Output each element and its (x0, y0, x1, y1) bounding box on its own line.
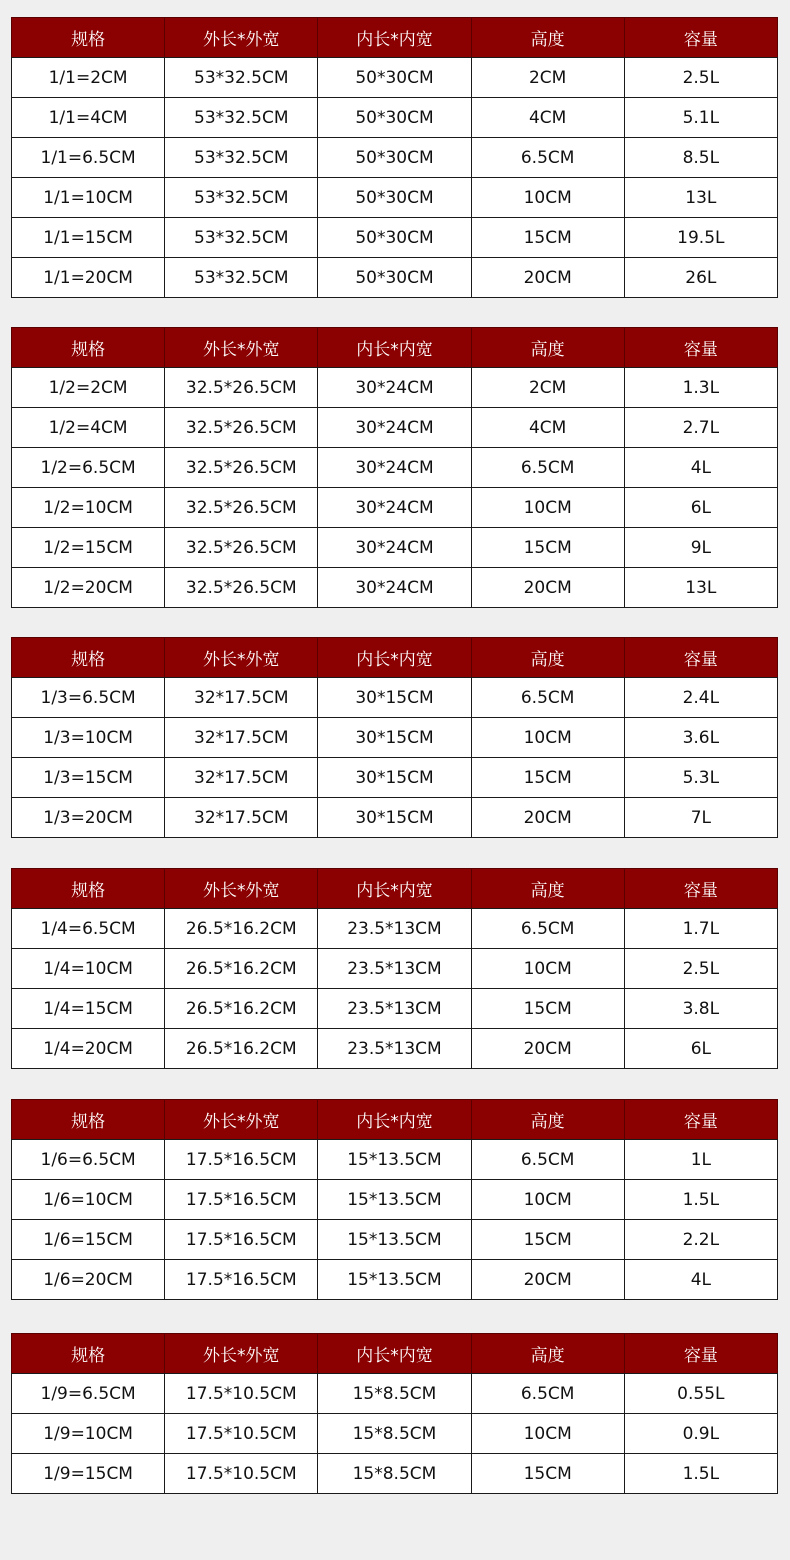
cell-inner-size: 30*24CM (318, 408, 471, 448)
cell-height: 6.5CM (471, 678, 624, 718)
cell-outer-size: 26.5*16.2CM (165, 909, 318, 949)
table-header (12, 1100, 778, 1140)
table-row (12, 989, 778, 1029)
cell-spec: 1/1=4CM (12, 98, 165, 138)
cell-inner-size: 15*13.5CM (318, 1220, 471, 1260)
cell-spec: 1/2=10CM (12, 488, 165, 528)
cell-spec: 1/1=6.5CM (12, 138, 165, 178)
cell-outer-size: 32.5*26.5CM (165, 488, 318, 528)
cell-inner-size: 23.5*13CM (318, 949, 471, 989)
cell-inner-size: 23.5*13CM (318, 989, 471, 1029)
header-capacity: 容量 (624, 1334, 777, 1374)
cell-spec: 1/6=20CM (12, 1260, 165, 1300)
table-header (12, 869, 778, 909)
table-row (12, 1414, 778, 1454)
cell-outer-size: 17.5*16.5CM (165, 1140, 318, 1180)
cell-height: 15CM (471, 1454, 624, 1494)
cell-height: 10CM (471, 718, 624, 758)
cell-inner-size: 50*30CM (318, 138, 471, 178)
cell-spec: 1/2=2CM (12, 368, 165, 408)
cell-spec: 1/3=6.5CM (12, 678, 165, 718)
cell-spec: 1/4=6.5CM (12, 909, 165, 949)
cell-height: 15CM (471, 989, 624, 1029)
cell-height: 6.5CM (471, 1140, 624, 1180)
header-capacity: 容量 (624, 869, 777, 909)
cell-spec: 1/9=15CM (12, 1454, 165, 1494)
table-row (12, 448, 778, 488)
cell-capacity: 7L (624, 798, 777, 838)
cell-capacity: 9L (624, 528, 777, 568)
cell-inner-size: 15*13.5CM (318, 1180, 471, 1220)
table-row (12, 1029, 778, 1069)
cell-inner-size: 30*15CM (318, 798, 471, 838)
cell-spec: 1/2=15CM (12, 528, 165, 568)
cell-spec: 1/4=20CM (12, 1029, 165, 1069)
cell-outer-size: 17.5*16.5CM (165, 1180, 318, 1220)
table-row (12, 758, 778, 798)
table-row (12, 678, 778, 718)
cell-height: 10CM (471, 178, 624, 218)
header-spec: 规格 (12, 18, 165, 58)
table-header (12, 638, 778, 678)
cell-inner-size: 23.5*13CM (318, 1029, 471, 1069)
header-spec: 规格 (12, 1100, 165, 1140)
cell-inner-size: 50*30CM (318, 98, 471, 138)
table-row (12, 138, 778, 178)
cell-height: 6.5CM (471, 1374, 624, 1414)
header-outer-size: 外长*外宽 (165, 1334, 318, 1374)
cell-spec: 1/4=15CM (12, 989, 165, 1029)
header-row (12, 869, 778, 909)
cell-spec: 1/2=20CM (12, 568, 165, 608)
table-row (12, 488, 778, 528)
cell-spec: 1/2=6.5CM (12, 448, 165, 488)
cell-inner-size: 30*24CM (318, 568, 471, 608)
cell-capacity: 3.6L (624, 718, 777, 758)
header-outer-size: 外长*外宽 (165, 869, 318, 909)
cell-outer-size: 53*32.5CM (165, 58, 318, 98)
cell-height: 2CM (471, 58, 624, 98)
table-row (12, 368, 778, 408)
cell-outer-size: 32*17.5CM (165, 758, 318, 798)
cell-spec: 1/2=4CM (12, 408, 165, 448)
cell-capacity: 2.5L (624, 949, 777, 989)
cell-height: 20CM (471, 568, 624, 608)
cell-spec: 1/3=10CM (12, 718, 165, 758)
cell-height: 20CM (471, 1029, 624, 1069)
cell-outer-size: 32.5*26.5CM (165, 408, 318, 448)
cell-outer-size: 32*17.5CM (165, 718, 318, 758)
cell-inner-size: 50*30CM (318, 258, 471, 298)
cell-inner-size: 30*15CM (318, 678, 471, 718)
cell-height: 4CM (471, 408, 624, 448)
cell-height: 4CM (471, 98, 624, 138)
cell-outer-size: 32.5*26.5CM (165, 568, 318, 608)
cell-inner-size: 15*8.5CM (318, 1414, 471, 1454)
cell-outer-size: 53*32.5CM (165, 258, 318, 298)
header-height: 高度 (471, 1100, 624, 1140)
cell-inner-size: 30*15CM (318, 758, 471, 798)
header-inner-size: 内长*内宽 (318, 869, 471, 909)
header-inner-size: 内长*内宽 (318, 328, 471, 368)
cell-inner-size: 50*30CM (318, 178, 471, 218)
cell-spec: 1/6=6.5CM (12, 1140, 165, 1180)
cell-height: 10CM (471, 949, 624, 989)
cell-inner-size: 30*24CM (318, 528, 471, 568)
cell-spec: 1/1=2CM (12, 58, 165, 98)
cell-inner-size: 30*24CM (318, 368, 471, 408)
table-row (12, 408, 778, 448)
cell-outer-size: 53*32.5CM (165, 98, 318, 138)
header-inner-size: 内长*内宽 (318, 1100, 471, 1140)
header-height: 高度 (471, 869, 624, 909)
header-outer-size: 外长*外宽 (165, 328, 318, 368)
cell-capacity: 2.5L (624, 58, 777, 98)
cell-height: 10CM (471, 488, 624, 528)
spec-table-1-6 (11, 1099, 778, 1300)
cell-outer-size: 53*32.5CM (165, 178, 318, 218)
table-row (12, 1220, 778, 1260)
cell-spec: 1/9=10CM (12, 1414, 165, 1454)
cell-outer-size: 26.5*16.2CM (165, 989, 318, 1029)
table-header (12, 18, 778, 58)
table-row (12, 1180, 778, 1220)
cell-inner-size: 15*8.5CM (318, 1454, 471, 1494)
cell-inner-size: 15*8.5CM (318, 1374, 471, 1414)
table-row (12, 218, 778, 258)
table-row (12, 568, 778, 608)
spec-table-1-2 (11, 327, 778, 608)
header-height: 高度 (471, 18, 624, 58)
cell-inner-size: 15*13.5CM (318, 1140, 471, 1180)
cell-spec: 1/1=10CM (12, 178, 165, 218)
cell-capacity: 5.1L (624, 98, 777, 138)
cell-inner-size: 15*13.5CM (318, 1260, 471, 1300)
header-inner-size: 内长*内宽 (318, 1334, 471, 1374)
header-height: 高度 (471, 638, 624, 678)
cell-spec: 1/3=15CM (12, 758, 165, 798)
table-row (12, 1140, 778, 1180)
header-capacity: 容量 (624, 1100, 777, 1140)
cell-height: 20CM (471, 798, 624, 838)
header-row (12, 328, 778, 368)
cell-capacity: 0.55L (624, 1374, 777, 1414)
cell-height: 6.5CM (471, 138, 624, 178)
cell-outer-size: 32.5*26.5CM (165, 448, 318, 488)
header-capacity: 容量 (624, 638, 777, 678)
cell-inner-size: 23.5*13CM (318, 909, 471, 949)
cell-capacity: 1L (624, 1140, 777, 1180)
header-outer-size: 外长*外宽 (165, 638, 318, 678)
cell-height: 10CM (471, 1180, 624, 1220)
cell-spec: 1/9=6.5CM (12, 1374, 165, 1414)
cell-outer-size: 53*32.5CM (165, 218, 318, 258)
cell-outer-size: 53*32.5CM (165, 138, 318, 178)
cell-capacity: 1.5L (624, 1454, 777, 1494)
cell-outer-size: 26.5*16.2CM (165, 949, 318, 989)
cell-inner-size: 30*24CM (318, 448, 471, 488)
cell-capacity: 0.9L (624, 1414, 777, 1454)
cell-capacity: 3.8L (624, 989, 777, 1029)
cell-height: 10CM (471, 1414, 624, 1454)
header-capacity: 容量 (624, 18, 777, 58)
cell-outer-size: 17.5*10.5CM (165, 1454, 318, 1494)
header-outer-size: 外长*外宽 (165, 1100, 318, 1140)
cell-height: 15CM (471, 528, 624, 568)
cell-spec: 1/4=10CM (12, 949, 165, 989)
table-row (12, 718, 778, 758)
header-row (12, 18, 778, 58)
cell-spec: 1/6=15CM (12, 1220, 165, 1260)
header-inner-size: 内长*内宽 (318, 638, 471, 678)
table-row (12, 798, 778, 838)
cell-capacity: 4L (624, 448, 777, 488)
cell-outer-size: 17.5*16.5CM (165, 1260, 318, 1300)
cell-inner-size: 50*30CM (318, 218, 471, 258)
table-row (12, 1454, 778, 1494)
cell-outer-size: 17.5*10.5CM (165, 1414, 318, 1454)
cell-height: 15CM (471, 1220, 624, 1260)
cell-inner-size: 30*15CM (318, 718, 471, 758)
cell-capacity: 6L (624, 1029, 777, 1069)
cell-capacity: 19.5L (624, 218, 777, 258)
table-header (12, 1334, 778, 1374)
cell-outer-size: 32.5*26.5CM (165, 368, 318, 408)
header-height: 高度 (471, 1334, 624, 1374)
cell-capacity: 8.5L (624, 138, 777, 178)
spec-table-1-4 (11, 868, 778, 1069)
cell-capacity: 13L (624, 568, 777, 608)
cell-outer-size: 32*17.5CM (165, 798, 318, 838)
cell-inner-size: 50*30CM (318, 58, 471, 98)
table-header (12, 328, 778, 368)
cell-capacity: 1.7L (624, 909, 777, 949)
cell-height: 2CM (471, 368, 624, 408)
cell-height: 15CM (471, 218, 624, 258)
header-height: 高度 (471, 328, 624, 368)
cell-capacity: 2.4L (624, 678, 777, 718)
header-row (12, 638, 778, 678)
cell-capacity: 6L (624, 488, 777, 528)
cell-spec: 1/6=10CM (12, 1180, 165, 1220)
header-spec: 规格 (12, 638, 165, 678)
cell-capacity: 2.7L (624, 408, 777, 448)
table-row (12, 528, 778, 568)
cell-capacity: 1.3L (624, 368, 777, 408)
cell-spec: 1/3=20CM (12, 798, 165, 838)
cell-outer-size: 32.5*26.5CM (165, 528, 318, 568)
spec-table-1-3 (11, 637, 778, 838)
header-spec: 规格 (12, 869, 165, 909)
table-row (12, 1260, 778, 1300)
cell-capacity: 4L (624, 1260, 777, 1300)
cell-outer-size: 17.5*16.5CM (165, 1220, 318, 1260)
table-row (12, 258, 778, 298)
cell-capacity: 13L (624, 178, 777, 218)
header-row (12, 1334, 778, 1374)
cell-outer-size: 17.5*10.5CM (165, 1374, 318, 1414)
cell-capacity: 1.5L (624, 1180, 777, 1220)
cell-capacity: 5.3L (624, 758, 777, 798)
spec-table-1-9 (11, 1333, 778, 1494)
header-spec: 规格 (12, 328, 165, 368)
table-row (12, 178, 778, 218)
cell-capacity: 2.2L (624, 1220, 777, 1260)
cell-capacity: 26L (624, 258, 777, 298)
spec-table-1-1 (11, 17, 778, 298)
cell-outer-size: 32*17.5CM (165, 678, 318, 718)
cell-height: 6.5CM (471, 448, 624, 488)
cell-outer-size: 26.5*16.2CM (165, 1029, 318, 1069)
header-inner-size: 内长*内宽 (318, 18, 471, 58)
table-row (12, 909, 778, 949)
cell-spec: 1/1=20CM (12, 258, 165, 298)
cell-height: 6.5CM (471, 909, 624, 949)
cell-spec: 1/1=15CM (12, 218, 165, 258)
table-row (12, 98, 778, 138)
cell-height: 20CM (471, 258, 624, 298)
table-row (12, 1374, 778, 1414)
header-capacity: 容量 (624, 328, 777, 368)
header-outer-size: 外长*外宽 (165, 18, 318, 58)
header-row (12, 1100, 778, 1140)
table-row (12, 949, 778, 989)
cell-inner-size: 30*24CM (318, 488, 471, 528)
cell-height: 20CM (471, 1260, 624, 1300)
table-row (12, 58, 778, 98)
cell-height: 15CM (471, 758, 624, 798)
header-spec: 规格 (12, 1334, 165, 1374)
